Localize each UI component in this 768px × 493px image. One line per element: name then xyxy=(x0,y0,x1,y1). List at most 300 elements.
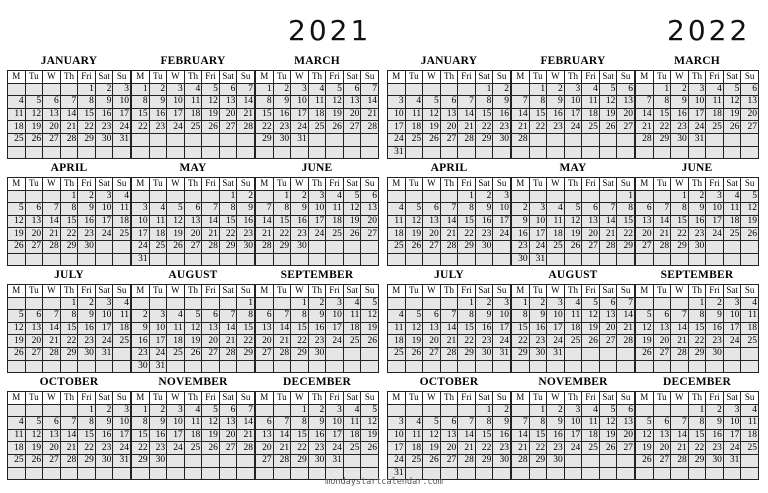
empty-day-cell xyxy=(149,297,167,310)
day-cell: 6 xyxy=(256,310,274,323)
day-cell: 21 xyxy=(512,442,530,455)
empty-day-cell xyxy=(256,190,274,203)
empty-day-cell xyxy=(43,253,61,266)
empty-day-cell xyxy=(599,454,617,467)
empty-day-cell xyxy=(113,240,131,253)
weekday-header: Th xyxy=(184,71,202,84)
day-cell: 22 xyxy=(78,442,96,455)
day-cell: 10 xyxy=(723,310,741,323)
empty-day-cell xyxy=(202,454,220,467)
week-row xyxy=(132,146,255,159)
week-row xyxy=(512,454,635,467)
day-cell: 19 xyxy=(184,335,202,348)
empty-day-cell xyxy=(636,297,654,310)
day-cell: 4 xyxy=(343,404,361,417)
week-row xyxy=(388,133,511,146)
weekday-header: Tu xyxy=(653,285,671,298)
weekday-header: W xyxy=(291,392,309,405)
empty-day-cell xyxy=(741,253,759,266)
day-cell: 7 xyxy=(458,417,476,430)
day-cell: 16 xyxy=(78,215,96,228)
day-cell: 7 xyxy=(256,203,274,216)
empty-day-cell xyxy=(388,297,406,310)
week-row xyxy=(388,146,511,159)
day-cell: 3 xyxy=(113,83,131,96)
week-row xyxy=(388,454,511,467)
empty-day-cell xyxy=(405,253,423,266)
day-cell: 9 xyxy=(475,203,493,216)
week-row xyxy=(388,335,511,348)
empty-day-cell xyxy=(219,454,237,467)
week-row xyxy=(388,240,511,253)
weekday-header: W xyxy=(671,71,689,84)
month-name: AUGUST xyxy=(548,269,598,281)
day-cell: 20 xyxy=(599,322,617,335)
day-cell: 15 xyxy=(132,108,150,121)
day-cell: 10 xyxy=(564,417,582,430)
month-name: AUGUST xyxy=(168,269,218,281)
weekday-header: Sat xyxy=(219,71,237,84)
empty-day-cell xyxy=(405,297,423,310)
weekday-header-row xyxy=(132,392,255,405)
empty-day-cell xyxy=(599,133,617,146)
day-cell: 29 xyxy=(688,454,706,467)
day-cell: 3 xyxy=(388,417,406,430)
day-cell: 15 xyxy=(132,429,150,442)
week-row xyxy=(256,454,379,467)
weekday-header-row xyxy=(8,392,131,405)
day-cell: 8 xyxy=(475,417,493,430)
day-cell: 8 xyxy=(237,310,255,323)
week-row xyxy=(636,442,759,455)
day-cell: 30 xyxy=(493,454,511,467)
empty-day-cell xyxy=(167,360,185,373)
day-cell: 10 xyxy=(167,417,185,430)
month-may-2022 xyxy=(511,159,635,265)
month-name: JUNE xyxy=(301,162,333,174)
day-cell: 28 xyxy=(361,121,379,134)
empty-day-cell xyxy=(723,133,741,146)
day-cell: 8 xyxy=(78,417,96,430)
weekday-header: Th xyxy=(308,392,326,405)
weekday-header: M xyxy=(256,285,274,298)
day-cell: 13 xyxy=(440,108,458,121)
weekday-header: W xyxy=(291,178,309,191)
day-cell: 9 xyxy=(529,310,547,323)
empty-day-cell xyxy=(653,297,671,310)
day-cell: 13 xyxy=(599,310,617,323)
weekday-header: Th xyxy=(308,285,326,298)
day-cell: 23 xyxy=(493,442,511,455)
week-row xyxy=(388,347,511,360)
week-row xyxy=(636,133,759,146)
empty-day-cell xyxy=(8,83,26,96)
day-cell: 27 xyxy=(617,121,635,134)
day-cell: 27 xyxy=(25,240,43,253)
empty-day-cell xyxy=(308,240,326,253)
day-cell: 30 xyxy=(688,240,706,253)
empty-day-cell xyxy=(388,360,406,373)
day-cell: 19 xyxy=(564,228,582,241)
day-cell: 4 xyxy=(547,203,565,216)
day-cell: 29 xyxy=(256,133,274,146)
day-cell: 19 xyxy=(343,215,361,228)
month-july-2022 xyxy=(387,266,511,372)
empty-day-cell xyxy=(564,360,582,373)
empty-day-cell xyxy=(60,253,78,266)
day-cell: 4 xyxy=(388,203,406,216)
day-cell: 22 xyxy=(653,121,671,134)
day-cell: 16 xyxy=(493,429,511,442)
weekday-header: Tu xyxy=(25,178,43,191)
empty-day-cell xyxy=(440,253,458,266)
weekday-header: Fri xyxy=(202,71,220,84)
day-cell: 7 xyxy=(237,83,255,96)
week-row xyxy=(132,96,255,109)
empty-day-cell xyxy=(184,190,202,203)
empty-day-cell xyxy=(688,146,706,159)
month-april-2022 xyxy=(387,159,511,265)
day-cell: 7 xyxy=(440,203,458,216)
empty-day-cell xyxy=(8,190,26,203)
empty-day-cell xyxy=(529,190,547,203)
month-grid xyxy=(131,391,255,480)
month-grid xyxy=(511,284,635,373)
weekday-header: Su xyxy=(617,178,635,191)
weekday-header: Su xyxy=(493,285,511,298)
month-name: OCTOBER xyxy=(419,376,479,388)
day-cell: 6 xyxy=(25,203,43,216)
empty-day-cell xyxy=(308,146,326,159)
day-cell: 18 xyxy=(8,121,26,134)
day-cell: 16 xyxy=(706,429,724,442)
month-name: MARCH xyxy=(294,55,340,67)
month-february-2022 xyxy=(511,52,635,158)
empty-day-cell xyxy=(405,146,423,159)
week-row xyxy=(636,417,759,430)
day-cell: 9 xyxy=(308,310,326,323)
day-cell: 18 xyxy=(343,322,361,335)
empty-day-cell xyxy=(78,360,96,373)
month-name: NOVEMBER xyxy=(158,376,228,388)
month-name: SEPTEMBER xyxy=(280,269,354,281)
day-cell: 15 xyxy=(458,322,476,335)
weekday-header: Sat xyxy=(723,392,741,405)
weekday-header: M xyxy=(512,285,530,298)
week-row xyxy=(256,240,379,253)
empty-day-cell xyxy=(617,454,635,467)
week-row xyxy=(8,417,131,430)
weekday-header: Tu xyxy=(653,71,671,84)
day-cell: 15 xyxy=(688,322,706,335)
week-row xyxy=(388,404,511,417)
day-cell: 2 xyxy=(149,83,167,96)
day-cell: 1 xyxy=(512,297,530,310)
day-cell: 5 xyxy=(636,417,654,430)
empty-day-cell xyxy=(636,404,654,417)
day-cell: 5 xyxy=(636,310,654,323)
day-cell: 24 xyxy=(529,240,547,253)
weekday-header: Tu xyxy=(405,392,423,405)
empty-day-cell xyxy=(361,146,379,159)
weekday-header: Su xyxy=(361,178,379,191)
empty-day-cell xyxy=(326,347,344,360)
weekday-header: Su xyxy=(361,392,379,405)
day-cell: 12 xyxy=(723,96,741,109)
day-cell: 5 xyxy=(405,203,423,216)
empty-day-cell xyxy=(95,240,113,253)
empty-day-cell xyxy=(273,297,291,310)
weekday-header: W xyxy=(167,285,185,298)
day-cell: 23 xyxy=(78,228,96,241)
day-cell: 27 xyxy=(653,454,671,467)
day-cell: 8 xyxy=(671,203,689,216)
week-row xyxy=(256,360,379,373)
empty-day-cell xyxy=(512,190,530,203)
empty-day-cell xyxy=(343,347,361,360)
day-cell: 3 xyxy=(113,404,131,417)
day-cell: 6 xyxy=(599,297,617,310)
day-cell: 19 xyxy=(361,429,379,442)
day-cell: 9 xyxy=(273,96,291,109)
day-cell: 20 xyxy=(256,335,274,348)
day-cell: 27 xyxy=(219,442,237,455)
week-row xyxy=(636,96,759,109)
day-cell: 30 xyxy=(308,454,326,467)
day-cell: 18 xyxy=(308,108,326,121)
week-row xyxy=(388,310,511,323)
day-cell: 23 xyxy=(475,335,493,348)
day-cell: 21 xyxy=(512,121,530,134)
day-cell: 27 xyxy=(636,240,654,253)
day-cell: 17 xyxy=(149,335,167,348)
day-cell: 22 xyxy=(458,228,476,241)
day-cell: 15 xyxy=(458,215,476,228)
year-block-2021 xyxy=(7,0,379,480)
day-cell: 29 xyxy=(237,347,255,360)
weekday-header-row xyxy=(388,71,511,84)
weekday-header: W xyxy=(43,71,61,84)
week-row xyxy=(512,253,635,266)
empty-day-cell xyxy=(405,360,423,373)
day-cell: 10 xyxy=(688,96,706,109)
day-cell: 11 xyxy=(343,417,361,430)
day-cell: 3 xyxy=(723,297,741,310)
day-cell: 5 xyxy=(741,190,759,203)
month-august-2022 xyxy=(511,266,635,372)
day-cell: 9 xyxy=(95,96,113,109)
weekday-header: W xyxy=(547,285,565,298)
day-cell: 9 xyxy=(78,310,96,323)
day-cell: 8 xyxy=(458,203,476,216)
weekday-header-row xyxy=(8,285,131,298)
day-cell: 4 xyxy=(582,404,600,417)
day-cell: 19 xyxy=(636,335,654,348)
day-cell: 8 xyxy=(291,310,309,323)
day-cell: 11 xyxy=(547,215,565,228)
empty-day-cell xyxy=(326,133,344,146)
month-name: NOVEMBER xyxy=(538,376,608,388)
empty-day-cell xyxy=(636,360,654,373)
day-cell: 16 xyxy=(237,215,255,228)
weekday-header: M xyxy=(512,178,530,191)
day-cell: 4 xyxy=(184,404,202,417)
day-cell: 30 xyxy=(132,360,150,373)
empty-day-cell xyxy=(617,360,635,373)
week-row xyxy=(256,96,379,109)
day-cell: 23 xyxy=(237,228,255,241)
day-cell: 28 xyxy=(273,454,291,467)
day-cell: 24 xyxy=(706,228,724,241)
day-cell: 7 xyxy=(671,310,689,323)
day-cell: 2 xyxy=(237,190,255,203)
day-cell: 19 xyxy=(582,322,600,335)
day-cell: 29 xyxy=(273,240,291,253)
day-cell: 23 xyxy=(132,347,150,360)
weekday-header: M xyxy=(132,285,150,298)
empty-day-cell xyxy=(512,404,530,417)
week-row xyxy=(636,240,759,253)
day-cell: 12 xyxy=(423,108,441,121)
day-cell: 10 xyxy=(723,417,741,430)
day-cell: 8 xyxy=(132,96,150,109)
day-cell: 11 xyxy=(388,322,406,335)
day-cell: 6 xyxy=(741,83,759,96)
day-cell: 24 xyxy=(167,121,185,134)
day-cell: 13 xyxy=(256,429,274,442)
day-cell: 9 xyxy=(95,417,113,430)
day-cell: 18 xyxy=(547,228,565,241)
week-row xyxy=(388,228,511,241)
weekday-header: Tu xyxy=(25,285,43,298)
day-cell: 28 xyxy=(60,454,78,467)
empty-day-cell xyxy=(493,240,511,253)
empty-day-cell xyxy=(547,146,565,159)
empty-day-cell xyxy=(132,190,150,203)
day-cell: 9 xyxy=(149,96,167,109)
day-cell: 1 xyxy=(458,190,476,203)
week-row xyxy=(636,454,759,467)
month-january-2021 xyxy=(7,52,131,158)
month-grid xyxy=(635,70,759,159)
day-cell: 18 xyxy=(564,322,582,335)
day-cell: 19 xyxy=(405,335,423,348)
day-cell: 6 xyxy=(440,96,458,109)
empty-day-cell xyxy=(219,253,237,266)
month-grid xyxy=(511,70,635,159)
day-cell: 13 xyxy=(440,429,458,442)
empty-day-cell xyxy=(43,404,61,417)
month-grid xyxy=(131,284,255,373)
day-cell: 19 xyxy=(25,121,43,134)
day-cell: 14 xyxy=(617,310,635,323)
day-cell: 16 xyxy=(547,429,565,442)
empty-day-cell xyxy=(167,133,185,146)
day-cell: 28 xyxy=(256,240,274,253)
day-cell: 9 xyxy=(688,203,706,216)
day-cell: 21 xyxy=(237,429,255,442)
day-cell: 23 xyxy=(671,121,689,134)
day-cell: 3 xyxy=(308,190,326,203)
day-cell: 14 xyxy=(653,215,671,228)
day-cell: 4 xyxy=(388,310,406,323)
day-cell: 20 xyxy=(636,228,654,241)
day-cell: 25 xyxy=(343,335,361,348)
week-row xyxy=(256,347,379,360)
day-cell: 5 xyxy=(723,83,741,96)
day-cell: 27 xyxy=(25,347,43,360)
empty-day-cell xyxy=(219,133,237,146)
weekday-header: Su xyxy=(237,178,255,191)
day-cell: 31 xyxy=(723,454,741,467)
empty-day-cell xyxy=(202,360,220,373)
day-cell: 11 xyxy=(564,310,582,323)
day-cell: 10 xyxy=(493,310,511,323)
weekday-header: Th xyxy=(564,285,582,298)
day-cell: 19 xyxy=(361,322,379,335)
month-grid xyxy=(255,284,379,373)
day-cell: 11 xyxy=(113,203,131,216)
day-cell: 21 xyxy=(219,335,237,348)
weekday-header-row xyxy=(636,178,759,191)
day-cell: 2 xyxy=(95,83,113,96)
empty-day-cell xyxy=(564,347,582,360)
day-cell: 24 xyxy=(388,454,406,467)
week-row xyxy=(8,190,131,203)
weekday-header: Fri xyxy=(326,178,344,191)
day-cell: 7 xyxy=(599,203,617,216)
day-cell: 3 xyxy=(493,297,511,310)
day-cell: 21 xyxy=(237,108,255,121)
day-cell: 4 xyxy=(308,83,326,96)
day-cell: 8 xyxy=(60,310,78,323)
day-cell: 19 xyxy=(202,108,220,121)
day-cell: 11 xyxy=(326,203,344,216)
day-cell: 22 xyxy=(512,335,530,348)
weekday-header: Tu xyxy=(149,392,167,405)
empty-day-cell xyxy=(343,454,361,467)
day-cell: 18 xyxy=(184,108,202,121)
day-cell: 24 xyxy=(95,228,113,241)
empty-day-cell xyxy=(741,133,759,146)
weekday-header: Sat xyxy=(343,392,361,405)
week-row xyxy=(388,121,511,134)
week-row xyxy=(512,417,635,430)
weekday-header: Tu xyxy=(273,178,291,191)
day-cell: 25 xyxy=(547,240,565,253)
day-cell: 25 xyxy=(723,228,741,241)
week-row xyxy=(256,121,379,134)
day-cell: 22 xyxy=(291,335,309,348)
day-cell: 23 xyxy=(291,228,309,241)
day-cell: 15 xyxy=(688,429,706,442)
day-cell: 4 xyxy=(582,83,600,96)
week-row xyxy=(512,146,635,159)
weekday-header: Sat xyxy=(599,178,617,191)
day-cell: 16 xyxy=(475,215,493,228)
week-row xyxy=(132,322,255,335)
day-cell: 4 xyxy=(343,297,361,310)
day-cell: 23 xyxy=(78,335,96,348)
day-cell: 3 xyxy=(706,190,724,203)
day-cell: 20 xyxy=(423,335,441,348)
day-cell: 18 xyxy=(184,429,202,442)
day-cell: 20 xyxy=(43,442,61,455)
day-cell: 23 xyxy=(308,335,326,348)
empty-day-cell xyxy=(43,190,61,203)
day-cell: 25 xyxy=(184,121,202,134)
weekday-header: Fri xyxy=(326,71,344,84)
